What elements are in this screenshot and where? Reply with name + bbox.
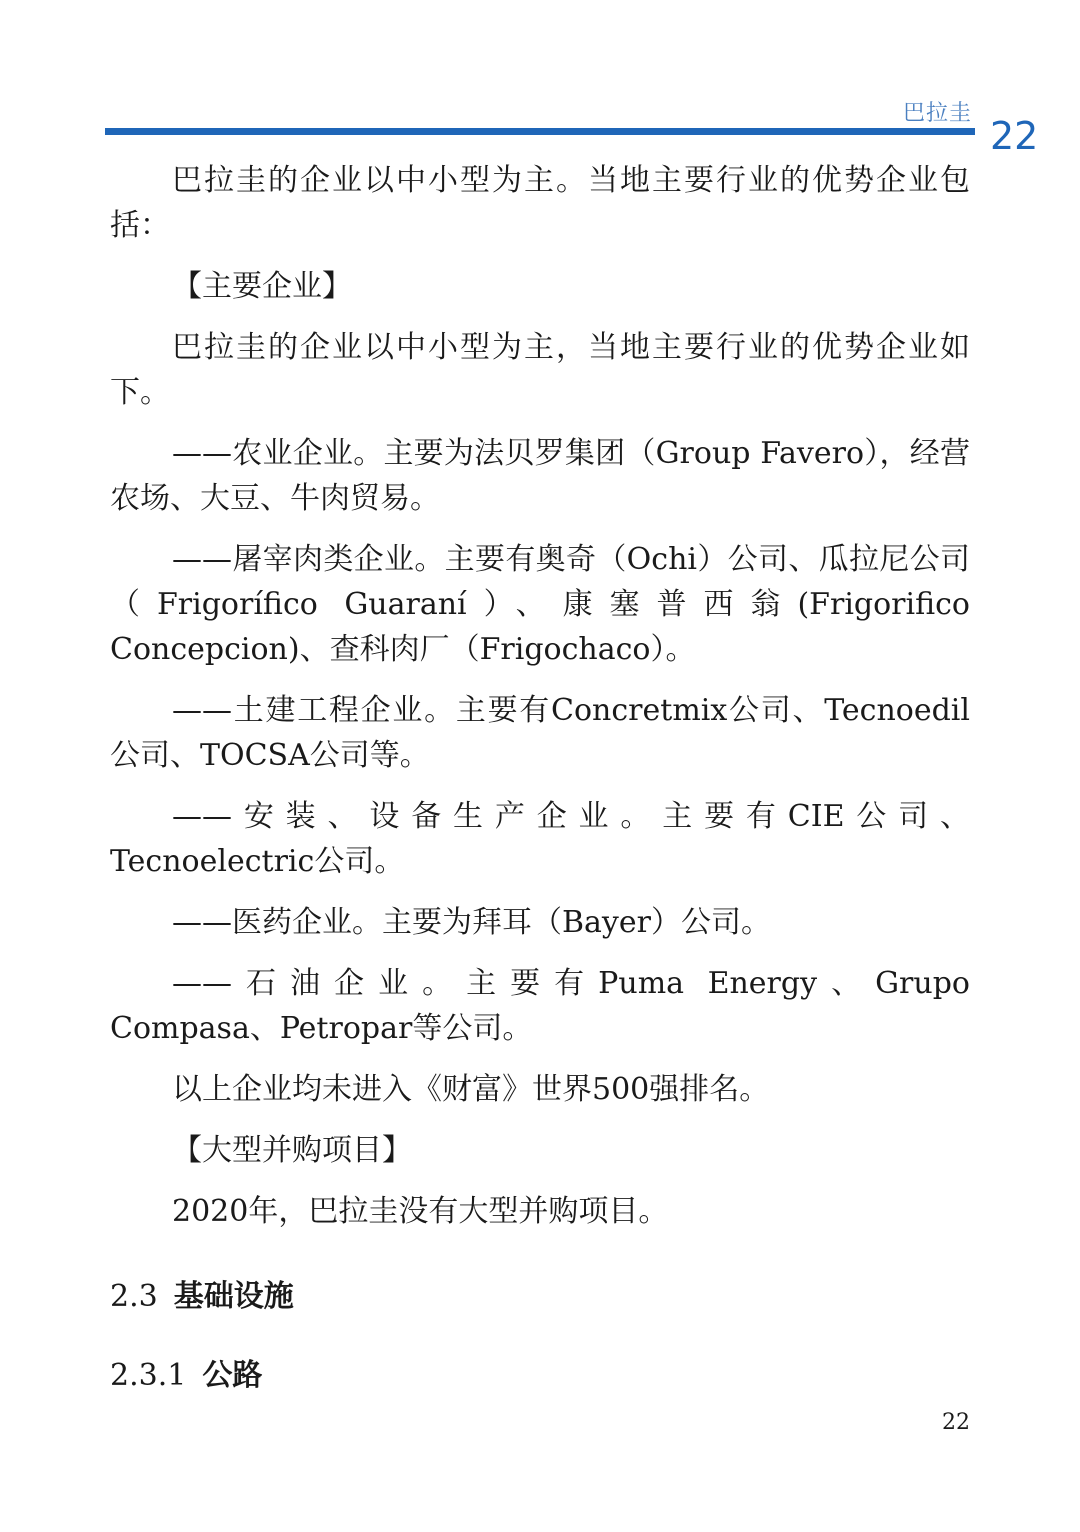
footer-page-number: 22 [942,1410,970,1435]
subsection-title: 公路 [202,1358,263,1393]
header-country-name: 巴拉圭 [902,101,972,126]
list-item-construction: ——土建工程企业。主要有Concretmix公司、Tecnoedil公司、TOCSA公司等。 [110,693,970,773]
header-page-number: 22 [990,114,1039,158]
subsection-heading-roads [110,1353,970,1398]
list-item-meat: ——屠宰肉类企业。主要有奥奇（Ochi）公司、瓜拉尼公司（Frigorífico Guaraní）、康塞普西翁(Frigorifico Concepcion)、查科肉厂（Frigochaco）。 [110,542,970,667]
section-title: 基础设施 [173,1279,294,1314]
paragraph-intro: 巴拉圭的企业以中小型为主。当地主要行业的优势企业包括： [110,163,970,243]
page-body [110,158,970,1398]
header-divider [105,128,975,135]
subsection-number: 2.3.1 [110,1358,187,1393]
list-item-equipment: ——安装、设备生产企业。主要有CIE公司、Tecnoelectric公司。 [110,799,970,879]
section-heading-infrastructure [110,1274,970,1319]
section-number: 2.3 [110,1279,158,1314]
list-item-pharma: ——医药企业。主要为拜耳（Bayer）公司。 [172,905,771,940]
list-item-oil: ——石油企业。主要有Puma Energy、Grupo Compasa、Petropar等公司。 [110,966,970,1046]
list-item-agriculture: ——农业企业。主要为法贝罗集团（Group Favero），经营农场、大豆、牛肉贸易。 [110,436,970,516]
paragraph-fortune-500: 以上企业均未进入《财富》世界500强排名。 [172,1072,770,1107]
paragraph-mergers: 2020年，巴拉圭没有大型并购项目。 [172,1194,669,1229]
paragraph-enterprises-summary: 巴拉圭的企业以中小型为主，当地主要行业的优势企业如下。 [110,330,970,410]
section-label-main-enterprises: 【主要企业】 [172,269,352,304]
section-label-mergers: 【大型并购项目】 [172,1133,412,1168]
